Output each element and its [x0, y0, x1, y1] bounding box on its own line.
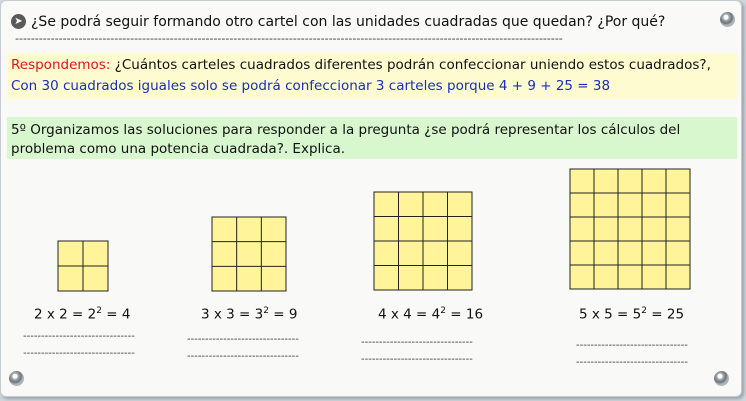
step-text: 5º Organizamos las soluciones para responder a la pregunta ¿se podrá representar los cálculos del problema como una potencia cuadrada?. Explica.: [11, 122, 681, 157]
respondemos-label: Respondemos:: [11, 57, 111, 73]
answer-question: ¿Cuántos carteles cuadrados diferentes podrán confeccionar uniendo estos cuadrados?,: [110, 57, 711, 73]
answer-line: ------------------------------------------------------------------------------------------------------------------------------------------: [15, 32, 563, 45]
square-outline: [212, 217, 286, 291]
blank-line: -------------------------------: [23, 348, 135, 359]
square-5x5: [569, 168, 691, 290]
blank-line: -------------------------------: [576, 340, 688, 351]
pushpin-icon: [714, 371, 729, 386]
blank-line: -------------------------------: [23, 331, 135, 342]
blank-line: -------------------------------: [576, 357, 688, 368]
equation-4: 4 x $4 = 4^2 = 16$: [378, 306, 484, 323]
step-box: [7, 117, 737, 159]
square-4x4: [373, 191, 473, 291]
square-2x2: [57, 240, 109, 292]
equation-5: 5 x $5 = 5^2 = 25$: [579, 306, 685, 323]
blank-line: -------------------------------: [187, 351, 299, 362]
equation-2: 2 x $2 = 2^2 = 4$: [34, 306, 131, 323]
pushpin-icon: [9, 371, 24, 386]
square-3x3: [211, 216, 287, 292]
question-text: ¿Se podrá seguir formando otro cartel con las unidades cuadradas que quedan? ¿Por qué?: [31, 14, 666, 30]
pushpin-icon: [720, 12, 735, 27]
answer-response: Con 30 cuadrados iguales solo se podrá confeccionar 3 carteles porque 4 + 9 + 25 = 38: [11, 78, 611, 94]
answer-box: [7, 53, 737, 99]
answer-question-line: [11, 57, 711, 73]
blank-line: -------------------------------: [361, 337, 473, 348]
arrow-bullet-icon: ➤: [11, 14, 26, 29]
equation-3: 3 x $3 = 3^2 = 9$: [201, 306, 298, 323]
square-outline: [570, 169, 690, 289]
blank-line: -------------------------------: [361, 354, 473, 365]
blank-line: -------------------------------: [187, 334, 299, 345]
